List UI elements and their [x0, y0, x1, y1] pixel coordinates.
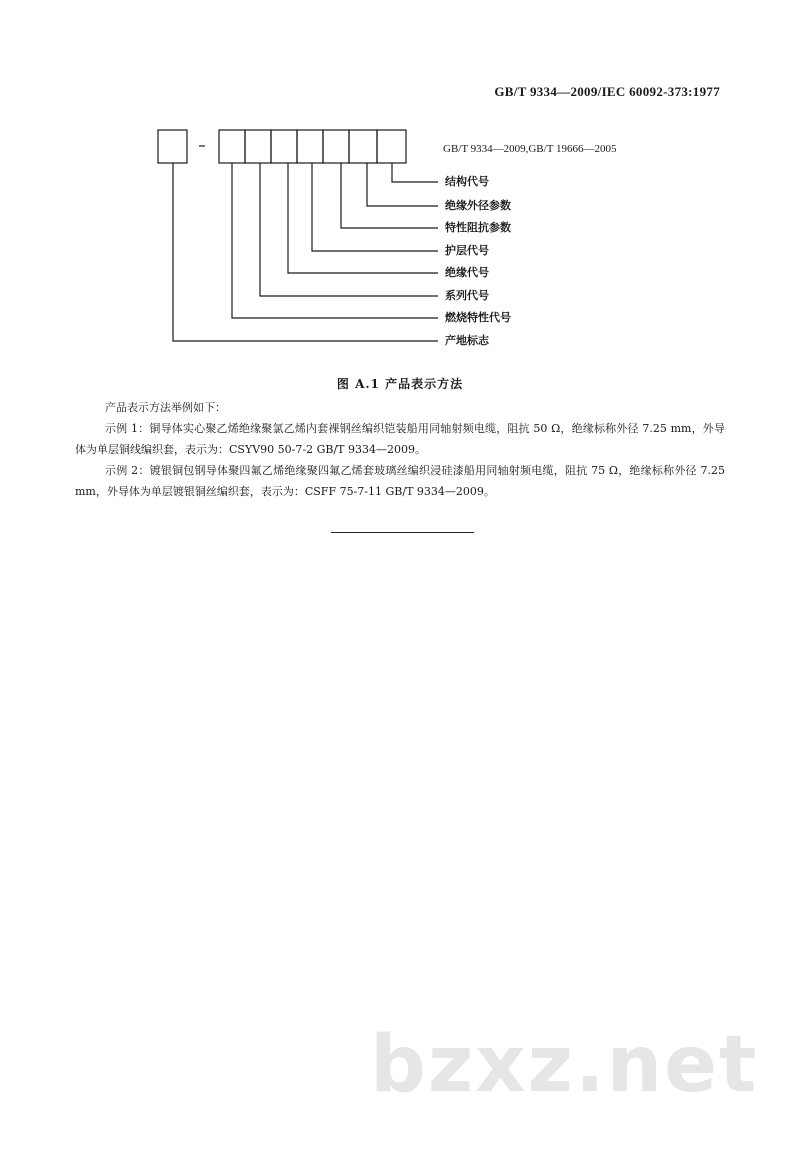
leader-sheath	[312, 163, 438, 251]
code-box-2	[245, 130, 271, 163]
watermark: bzxz.net	[370, 1020, 759, 1110]
label-series-code: 系列代号	[445, 289, 489, 302]
standard-reference: GB/T 9334—2009,GB/T 19666—2005	[443, 143, 617, 155]
label-impedance: 特性阻抗参数	[445, 221, 511, 234]
designation-diagram-lines	[0, 0, 800, 360]
leader-series	[260, 163, 438, 296]
end-rule	[331, 532, 474, 533]
leader-flame	[232, 163, 438, 318]
leader-impedance	[341, 163, 438, 228]
code-box-5	[323, 130, 349, 163]
label-flame-code: 燃烧特性代号	[445, 311, 511, 324]
example-1	[75, 418, 725, 460]
standard-header-code: GB/T 9334—2009/IEC 60092-373:1977	[494, 84, 720, 99]
designation-diagram	[0, 0, 800, 360]
label-sheath-code: 护层代号	[445, 244, 489, 257]
code-box-6	[349, 130, 377, 163]
code-box-3	[271, 130, 297, 163]
example-2	[75, 460, 725, 502]
label-structure-code: 结构代号	[445, 175, 489, 188]
label-insulation-code: 绝缘代号	[445, 266, 489, 279]
label-insulation-diameter: 绝缘外径参数	[445, 199, 511, 212]
code-box-1	[219, 130, 245, 163]
example-2-text: 示例 2：镀银铜包钢导体聚四氟乙烯绝缘聚四氟乙烯套玻璃丝编织浸硅漆船用同轴射频电缆，阻抗 75 Ω，绝缘标称外径 7.25 mm，外导体为单层镀银铜丝编织套，表示为：CSFF 75-7-11 GB/T 9334—2009。	[75, 464, 725, 498]
code-box-4	[297, 130, 323, 163]
leader-insulation-diameter	[367, 163, 438, 206]
code-box-7	[377, 130, 406, 163]
origin-box	[158, 130, 187, 163]
figure-caption: 图 A.1 产品表示方法	[336, 377, 464, 391]
leader-insulation	[288, 163, 438, 273]
leader-structure	[392, 163, 438, 182]
example-1-text: 示例 1：铜导体实心聚乙烯绝缘聚氯乙烯内套裸钢丝编织铠装船用同轴射频电缆，阻抗 50 Ω，绝缘标称外径 7.25 mm，外导体为单层铜线编织套，表示为：CSYV90 50-7-2 GB/T 9334—2009。	[75, 422, 725, 456]
label-origin-mark: 产地标志	[445, 334, 489, 347]
examples-intro: 产品表示方法举例如下：	[105, 401, 226, 414]
leader-origin	[173, 163, 438, 341]
